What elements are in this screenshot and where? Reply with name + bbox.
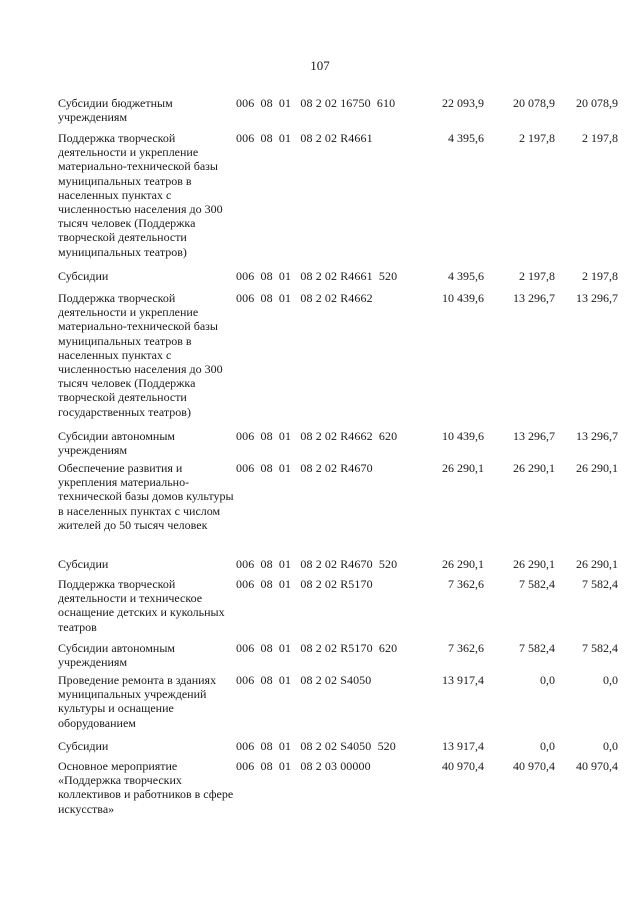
row-value-2: 26 290,1	[513, 461, 555, 475]
row-value-3: 2 197,8	[582, 131, 618, 145]
row-code: 006 08 01 08 2 02 R4670	[236, 461, 373, 475]
row-name: Обеспечение развития и укрепления материально-технической базы домов культуры в населенных пунктах с числом жителей до 50 тысяч человек	[58, 461, 234, 532]
row-value-1: 26 290,1	[442, 461, 484, 475]
row-code: 006 08 01 08 2 02 R5170 620	[236, 641, 398, 655]
row-value-3: 40 970,4	[576, 759, 618, 773]
row-value-3: 2 197,8	[582, 269, 618, 283]
row-value-3: 0,0	[603, 739, 618, 753]
row-value-1: 13 917,4	[442, 673, 484, 687]
row-value-1: 10 439,6	[442, 429, 484, 443]
page-number: 107	[310, 58, 330, 73]
row-value-2: 40 970,4	[513, 759, 555, 773]
row-name: Субсидии автономным учреждениям	[58, 429, 175, 458]
row-value-1: 7 362,6	[448, 641, 484, 655]
row-value-2: 0,0	[540, 739, 555, 753]
row-value-1: 40 970,4	[442, 759, 484, 773]
row-value-1: 22 093,9	[442, 96, 484, 110]
row-value-3: 26 290,1	[576, 557, 618, 571]
row-value-2: 2 197,8	[519, 269, 555, 283]
row-value-2: 13 296,7	[513, 291, 555, 305]
row-value-3: 7 582,4	[582, 577, 618, 591]
row-name: Проведение ремонта в зданиях муниципальных учреждений культуры и оснащение оборудованием	[58, 673, 217, 730]
row-name: Субсидии	[58, 557, 109, 571]
row-code: 006 08 01 08 2 02 S4050 520	[236, 739, 396, 753]
row-value-1: 7 362,6	[448, 577, 484, 591]
row-name: Субсидии	[58, 739, 109, 753]
row-code: 006 08 01 08 2 02 R4662	[236, 291, 373, 305]
row-code: 006 08 01 08 2 02 R4661 520	[236, 269, 398, 283]
row-code: 006 08 01 08 2 02 16750 610	[236, 96, 396, 110]
row-value-1: 26 290,1	[442, 557, 484, 571]
row-value-1: 4 395,6	[448, 269, 484, 283]
row-value-2: 7 582,4	[519, 577, 555, 591]
row-value-2: 26 290,1	[513, 557, 555, 571]
row-code: 006 08 01 08 2 02 R5170	[236, 577, 373, 591]
row-name: Субсидии	[58, 269, 109, 283]
row-code: 006 08 01 08 2 02 S4050	[236, 673, 372, 687]
row-name: Основное мероприятие «Поддержка творческих коллективов и работников в сфере искусства»	[58, 759, 234, 816]
row-value-2: 2 197,8	[519, 131, 555, 145]
row-value-3: 7 582,4	[582, 641, 618, 655]
row-code: 006 08 01 08 2 03 00000	[236, 759, 371, 773]
row-name: Поддержка творческой деятельности и техническое оснащение детских и кукольных театров	[58, 577, 225, 634]
row-value-2: 0,0	[540, 673, 555, 687]
row-name: Поддержка творческой деятельности и укрепление материально-технической базы муниципальных театров в населенных пунктах с численностью населения до 300 тысяч человек (Поддержка творческой деятельности муниципальных театров)	[58, 131, 223, 259]
row-value-3: 13 296,7	[576, 291, 618, 305]
row-name: Субсидии бюджетным учреждениям	[58, 96, 173, 125]
row-value-3: 26 290,1	[576, 461, 618, 475]
row-code: 006 08 01 08 2 02 R4662 620	[236, 429, 398, 443]
row-name: Субсидии автономным учреждениям	[58, 641, 175, 670]
row-value-2: 7 582,4	[519, 641, 555, 655]
row-name: Поддержка творческой деятельности и укрепление материально-технической базы муниципальных театров в населенных пунктах с численностью населения до 300 тысяч человек (Поддержка творческой деятельности государственных театров)	[58, 291, 223, 419]
row-value-2: 20 078,9	[513, 96, 555, 110]
row-code: 006 08 01 08 2 02 R4661	[236, 131, 373, 145]
row-value-3: 0,0	[603, 673, 618, 687]
row-value-3: 20 078,9	[576, 96, 618, 110]
row-code: 006 08 01 08 2 02 R4670 520	[236, 557, 398, 571]
row-value-1: 4 395,6	[448, 131, 484, 145]
row-value-1: 13 917,4	[442, 739, 484, 753]
row-value-2: 13 296,7	[513, 429, 555, 443]
row-value-3: 13 296,7	[576, 429, 618, 443]
row-value-1: 10 439,6	[442, 291, 484, 305]
